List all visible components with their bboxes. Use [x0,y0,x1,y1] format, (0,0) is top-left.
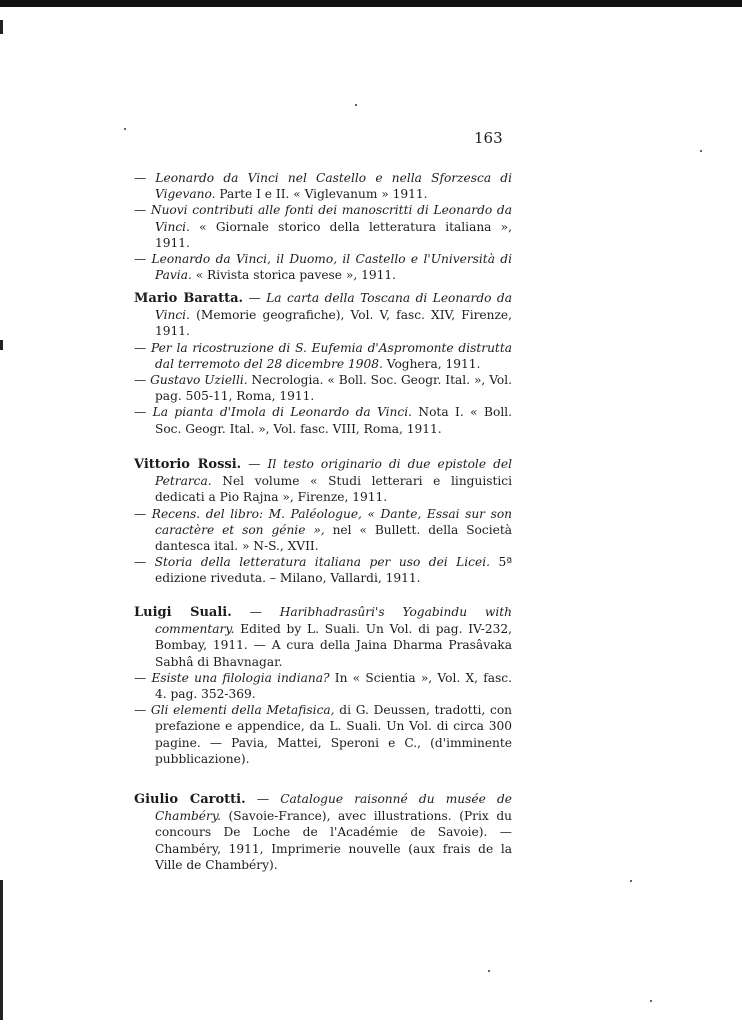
entry-title: La pianta d'Imola di Leonardo da Vinci. [152,405,412,420]
scan-speck [488,970,490,972]
entry-details: nel « Bullett. della Società dantesca ital. » N-S., XVII. [155,522,512,554]
entry-details: Nota I. « Boll. Soc. Geogr. Ital. », Vol. fasc. VIII, Roma, 1911. [155,405,512,436]
entry-details: 5ª edizione riveduta. – Milano, Vallardi, 1911. [155,555,512,586]
scan-speck [700,150,702,152]
bibliography-entry: — Per la ricostruzione di S. Eufemia d'Aspromonte distrutta dal terremoto del 28 dicembre 1908. Voghera, 1911. [134,340,512,371]
entry-title: Nuovi contributi alle fonti dei manoscritti di Leonardo da Vinci. [150,203,512,234]
scan-left-mark [0,20,3,34]
entry-title: Haribhadrasûri's Yogabindu with commentary. [155,605,513,637]
bibliography-entry: Vittorio Rossi. — Il testo originario di due epistole del Petrarca. Nel volume « Studi letterari e linguistici dedicati a Pio Rajna », Firenze, 1911. [134,457,513,505]
scan-left-mark [0,340,3,350]
entry-details: « Rivista storica pavese », 1911. [191,268,396,283]
entry-details: (Savoie-France), avec illustrations. (Prix du concours De Loche de l'Académie de Savoie). — Chambéry, 1911, Imprimerie nouvelle (aux frais de la Ville de Chambéry). [155,809,512,872]
author-name: Luigi Suali. [134,605,232,620]
entry-details: Voghera, 1911. [382,356,481,371]
entry-title: Leonardo da Vinci nel Castello e nella Sforzesca di Vigevano. [155,171,513,202]
entry-details: Parte I e II. « Viglevanum » 1911. [215,187,428,202]
scan-speck [355,104,357,106]
entry-title: Storia della letteratura italiana per uso dei Licei. [154,555,490,570]
bibliography-section [134,170,512,283]
bibliography-entry: Giulio Carotti. — Catalogue raisonné du musée de Chambéry. (Savoie-France), avec illustrations. (Prix du concours De Loche de l'Académie de Savoie). — Chambéry, 1911, Imprimerie nouvelle (aux frais de la Ville de Chambéry). [134,792,512,872]
bibliography-entry: — Leonardo da Vinci nel Castello e nella Sforzesca di Vigevano. Parte I e II. « Viglevanum » 1911. [134,171,513,202]
page-number: 163 [474,129,503,147]
bibliography-entry: — Storia della letteratura italiana per uso dei Licei. 5ª edizione riveduta. – Milano, Vallardi, 1911. [134,555,512,586]
scan-speck [650,1000,652,1002]
bibliography-section [134,290,512,437]
bibliography-section [134,604,512,767]
entry-details: Nel volume « Studi letterari e linguistici dedicati a Pio Rajna », Firenze, 1911. [155,474,512,505]
entry-details: « Giornale storico della letteratura italiana », 1911. [155,219,512,250]
entry-details: Edited by L. Suali. Un Vol. di pag. IV-232, Bombay, 1911. — A cura della Jaina Dharma Prasâvaka Sabhâ di Bhavnagar. [155,622,512,669]
scan-top-border [0,0,742,7]
author-name: Mario Baratta. [134,291,244,306]
bibliography-entry: Luigi Suali. — Haribhadrasûri's Yogabindu with commentary. Edited by L. Suali. Un Vol. di pag. IV-232, Bombay, 1911. — A cura della Jaina Dharma Prasâvaka Sabhâ di Bhavnagar. [134,605,513,669]
scan-speck [630,880,632,882]
bibliography-entry: Mario Baratta. — La carta della Toscana di Leonardo da Vinci. (Memorie geografiche), Vol. V, fasc. XIV, Firenze, 1911. [134,291,513,339]
entry-title: Leonardo da Vinci, il Duomo, il Castello e l'Università di Pavia. [151,252,512,283]
entry-title: Gli elementi della Metafisica, [150,703,335,718]
entry-title: Esiste una filologia indiana? [151,670,330,685]
entry-title: La carta della Toscana di Leonardo da Vinci. [155,291,513,323]
bibliography-entry: — Recens. del libro: M. Paléologue, « Dante, Essai sur son caractère et son génie », nel « Bullett. della Società dantesca ital. » N-S., XVII. [134,506,513,554]
bibliography-entry: — Esiste una filologia indiana? In « Scientia », Vol. X, fasc. 4. pag. 352-369. [134,670,512,702]
scan-left-mark [0,880,3,1020]
bibliography-entry: — Nuovi contributi alle fonti dei manoscritti di Leonardo da Vinci. « Giornale storico della letteratura italiana », 1911. [134,203,512,250]
author-name: Giulio Carotti. [134,792,246,807]
bibliography-entry: — Leonardo da Vinci, il Duomo, il Castello e l'Università di Pavia. « Rivista storica pavese », 1911. [134,252,512,283]
entry-title: Per la ricostruzione di S. Eufemia d'Aspromonte distrutta dal terremoto del 28 dicembre 1908. [150,340,512,371]
bibliography-entry: — Gli elementi della Metafisica, di G. Deussen, tradotti, con prefazione e appendice, da L. Suali. Un Vol. di circa 300 pagine. — Pavia, Mattei, Speroni e C., (d'imminente pubblicazione). [134,703,513,766]
bibliography-section [134,791,512,873]
entry-details: Necrologia. « Boll. Soc. Geogr. Ital. », Vol. pag. 505-11, Roma, 1911. [155,373,512,404]
scan-speck [124,128,126,130]
entry-details: (Memorie geografiche), Vol. V, fasc. XIV, Firenze, 1911. [155,308,512,339]
entry-details: di G. Deussen, tradotti, con prefazione e appendice, da L. Suali. Un Vol. di circa 300 pagine. — Pavia, Mattei, Speroni e C., (d'imminente pubblicazione). [155,703,513,766]
entry-details: In « Scientia », Vol. X, fasc. 4. pag. 352-369. [155,670,512,702]
author-name: Vittorio Rossi. [134,457,242,472]
bibliography-entry: — Gustavo Uzielli. Necrologia. « Boll. Soc. Geogr. Ital. », Vol. pag. 505-11, Roma, 1911. [134,373,512,404]
entry-title: Il testo originario di due epistole del Petrarca. [155,457,513,489]
entry-title: Recens. del libro: M. Paléologue, « Dante, Essai sur son caractère et son génie », [151,506,513,537]
bibliography-entry: — La pianta d'Imola di Leonardo da Vinci. Nota I. « Boll. Soc. Geogr. Ital. », Vol. fasc. VIII, Roma, 1911. [134,405,512,436]
entry-title: Gustavo Uzielli. [150,373,248,388]
bibliography-section [134,456,512,587]
entry-title: Catalogue raisonné du musée de Chambéry. [155,792,512,824]
